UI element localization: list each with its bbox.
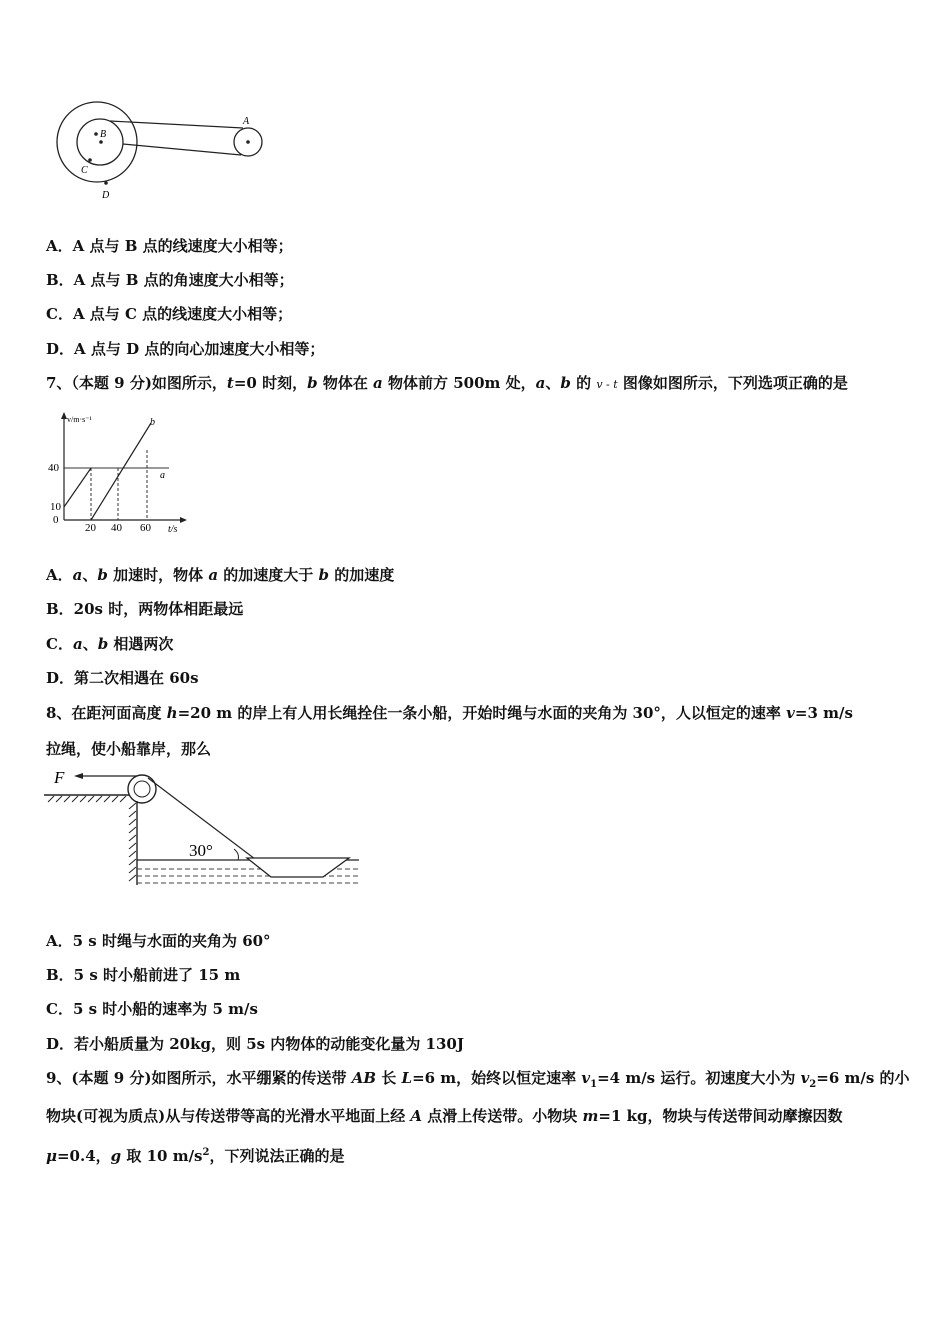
series-b-line [91, 423, 151, 520]
q6-option-d: D．A 点与 D 点的向心加速度大小相等； [46, 340, 325, 358]
q9-stem-line3: μ=0.4，g 取 10 $m/s^2$，下列说法正确的是 [46, 1147, 345, 1165]
outer-wheel [57, 102, 137, 182]
label-a: A [243, 116, 250, 127]
series-a-line [64, 468, 91, 507]
q8-stem-line2: 拉绳，使小船靠岸，那么 [46, 740, 212, 758]
q7-option-a: A．a、b 加速时，物体 a 的加速度大于 b 的加速度 [46, 566, 395, 584]
label-c: C [81, 165, 88, 176]
belt-top [110, 121, 243, 128]
label-b: B [100, 129, 107, 140]
x-tick-60: 60 [140, 522, 151, 534]
q7-option-b: B．20s 时，两物体相距最远 [46, 600, 244, 618]
force-label: F [54, 768, 65, 787]
angle-label: 30° [189, 841, 213, 860]
pulley [128, 775, 156, 803]
x-tick-40: 40 [111, 522, 122, 534]
q6-option-c: C．A 点与 C 点的线速度大小相等； [46, 305, 293, 323]
pulley-figure [52, 100, 272, 205]
y-tick-0: 0 [53, 514, 59, 526]
q9-stem-line2: 物块(可视为质点)从与传送带等高的光滑水平地面上经 A 点滑上传送带。小物块 m=1 kg，物块与传送带间动摩擦因数 [46, 1107, 843, 1125]
q8-option-d: D．若小船质量为 20kg，则 5s 内物体的动能变化量为 130J [46, 1035, 464, 1053]
x-tick-20: 20 [85, 522, 96, 534]
y-tick-10: 10 [50, 501, 61, 513]
q7-option-d: D．第二次相遇在 60s [46, 669, 199, 687]
series-a-label: a [160, 470, 165, 481]
q8-option-b: B．5 s 时小船前进了 15 m [46, 966, 241, 984]
belt-bottom [123, 144, 241, 155]
y-axis-label: v/m·s⁻¹ [67, 415, 92, 424]
q6-option-a: A．A 点与 B 点的线速度大小相等； [46, 237, 293, 255]
boat [247, 858, 349, 877]
q8-option-c: C．5 s 时小船的速率为 5 m/s [46, 1000, 258, 1018]
x-axis-label: t/s [168, 524, 178, 535]
series-b-label: b [150, 417, 155, 428]
q9-stem-line1: 9、(本题 9 分)如图所示，水平绷紧的传送带 AB 长 L=6 m，始终以恒定速率 $v_1=4$ m/s 运行。初速度大小为 $v_2=6$ m/s 的小 [46, 1069, 910, 1090]
q8-option-a: A．5 s 时绳与水面的夹角为 60° [46, 932, 271, 950]
label-d: D [102, 190, 110, 201]
boat-rope-figure [44, 765, 364, 890]
y-tick-40: 40 [48, 462, 59, 474]
q8-stem-line1: 8、在距河面高度 h=20 m 的岸上有人用长绳拴住一条小船，开始时绳与水面的夹角为 30°，人以恒定的速率 v=3 m/s [46, 704, 853, 722]
q6-option-b: B．A 点与 B 点的角速度大小相等； [46, 271, 294, 289]
vt-graph [44, 410, 189, 535]
q7-option-c: C．a、b 相遇两次 [46, 635, 174, 653]
q7-stem: 7、（本题 9 分)如图所示，t=0 时刻，b 物体在 a 物体前方 500m 处，a、b 的 v - t 图像如图所示，下列选项正确的是 [46, 374, 848, 392]
